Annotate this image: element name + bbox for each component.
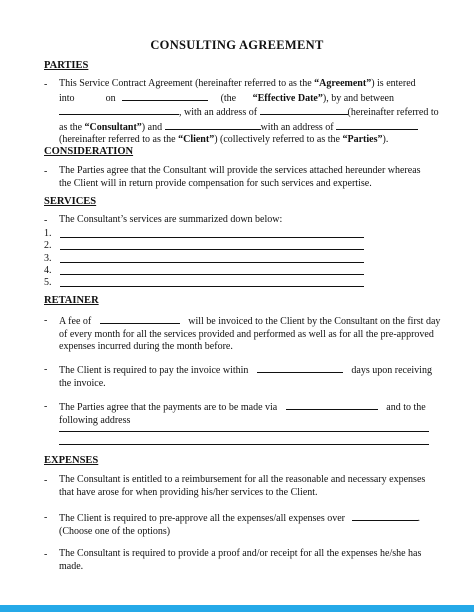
expenses-text: made. xyxy=(59,560,84,572)
parties-bold-client: “Client” xyxy=(178,134,215,146)
parties-text: into xyxy=(59,92,75,104)
retainer-text: will be invoiced to the Client by the Consultant on the first day xyxy=(188,316,441,327)
bullet-dash: - xyxy=(44,475,48,486)
expenses-preapprove-paragraph xyxy=(59,511,429,538)
service-item-4[interactable] xyxy=(44,265,364,277)
bullet-dash: - xyxy=(44,166,48,177)
retainer-text: expenses incurred during the month before. xyxy=(59,341,233,353)
parties-text: This Service Contract Agreement (hereinafter referred to as the xyxy=(59,78,312,89)
expense-limit-blank[interactable] xyxy=(352,511,418,521)
section-heading-services: SERVICES xyxy=(44,196,97,207)
client-name-blank[interactable] xyxy=(165,120,261,130)
service-item-number: 1. xyxy=(44,228,52,239)
client-address-blank[interactable] xyxy=(336,120,418,130)
bullet-dash: - xyxy=(44,79,48,90)
section-heading-parties: PARTIES xyxy=(44,60,89,71)
bullet-dash: - xyxy=(44,315,48,326)
payment-days-blank[interactable] xyxy=(257,363,343,373)
expenses-text: The Consultant is entitled to a reimbursement for all the reasonable and necessary expenses xyxy=(59,474,426,485)
retainer-address-paragraph xyxy=(59,400,429,427)
consideration-paragraph xyxy=(59,165,429,190)
bullet-dash: - xyxy=(44,364,48,375)
service-item-number: 5. xyxy=(44,277,52,288)
service-item-number: 2. xyxy=(44,240,52,251)
retainer-text: The Client is required to pay the invoice within xyxy=(59,365,249,376)
services-intro: The Consultant’s services are summarized down below: xyxy=(59,214,283,225)
retainer-fee-paragraph xyxy=(59,314,441,354)
parties-text: ). xyxy=(382,134,389,146)
expenses-text: The Client is required to pre-approve all the expenses/all expenses over xyxy=(59,513,346,524)
parties-text: with an address of xyxy=(260,121,334,133)
consideration-line: the Client will in return provide compensation for such services and expertise. xyxy=(59,177,372,189)
fee-amount-blank[interactable] xyxy=(100,314,180,324)
expenses-text: that have arose for when providing his/her services to the Client. xyxy=(59,486,318,498)
service-item-2[interactable] xyxy=(44,240,364,252)
retainer-text: and to the xyxy=(386,402,426,413)
payment-address-line-1[interactable] xyxy=(59,431,429,432)
service-item-3[interactable] xyxy=(44,253,364,265)
retainer-text: days upon receiving xyxy=(351,365,432,376)
parties-paragraph xyxy=(59,78,439,147)
parties-bold-consultant: “Consultant” xyxy=(84,121,142,133)
parties-text: ), by and between xyxy=(322,92,394,104)
expenses-text: . xyxy=(417,513,421,524)
retainer-text: following address xyxy=(59,414,131,426)
parties-text: as the xyxy=(59,121,83,133)
parties-bold-effective-date: “Effective Date” xyxy=(252,92,323,104)
bullet-dash: - xyxy=(44,215,48,226)
parties-text: , with an address of xyxy=(179,107,258,119)
bullet-dash: - xyxy=(44,512,48,523)
section-heading-expenses: EXPENSES xyxy=(44,455,99,466)
section-heading-retainer: RETAINER xyxy=(44,295,99,306)
service-item-5[interactable] xyxy=(44,277,364,289)
document-title: CONSULTING AGREEMENT xyxy=(150,38,324,52)
retainer-text: of every month for all the services provided and performed as well as for all the pre-approved xyxy=(59,328,434,340)
parties-text: ) is entered xyxy=(371,78,416,89)
retainer-text: The Parties agree that the payments are to be made via xyxy=(59,402,278,413)
parties-text: ) and xyxy=(141,121,163,133)
expenses-receipt-paragraph xyxy=(59,548,429,573)
section-heading-consideration: CONSIDERATION xyxy=(44,146,134,157)
parties-text: (the xyxy=(220,92,237,104)
retainer-text: the invoice. xyxy=(59,377,106,389)
parties-text: (hereinafter referred to xyxy=(347,107,439,119)
bullet-dash: - xyxy=(44,401,48,412)
expenses-text: The Consultant is required to provide a proof and/or receipt for all the expenses he/she has xyxy=(59,548,422,559)
retainer-text: A fee of xyxy=(59,316,92,327)
parties-text: ) (collectively referred to as the xyxy=(214,134,340,146)
accent-bar xyxy=(0,605,474,612)
consideration-line: The Parties agree that the Consultant will provide the services attached hereunder whereas xyxy=(59,165,421,176)
parties-text: on xyxy=(105,92,116,104)
retainer-payment-paragraph xyxy=(59,363,432,390)
service-item-number: 3. xyxy=(44,253,52,264)
service-item-1[interactable] xyxy=(44,228,364,240)
consultant-name-blank[interactable] xyxy=(59,105,179,115)
payment-method-blank[interactable] xyxy=(286,400,378,410)
expenses-text: (Choose one of the options) xyxy=(59,525,171,537)
parties-bold-agreement: “Agreement” xyxy=(314,78,372,89)
bullet-dash: - xyxy=(44,549,48,560)
consultant-address-blank[interactable] xyxy=(260,105,348,115)
parties-bold-parties: “Parties” xyxy=(342,134,383,146)
service-item-number: 4. xyxy=(44,265,52,276)
payment-address-line-2[interactable] xyxy=(59,444,429,445)
effective-date-blank[interactable] xyxy=(122,91,208,101)
expenses-reimbursement-paragraph xyxy=(59,474,429,499)
parties-text: (hereinafter referred to as the xyxy=(59,134,176,146)
